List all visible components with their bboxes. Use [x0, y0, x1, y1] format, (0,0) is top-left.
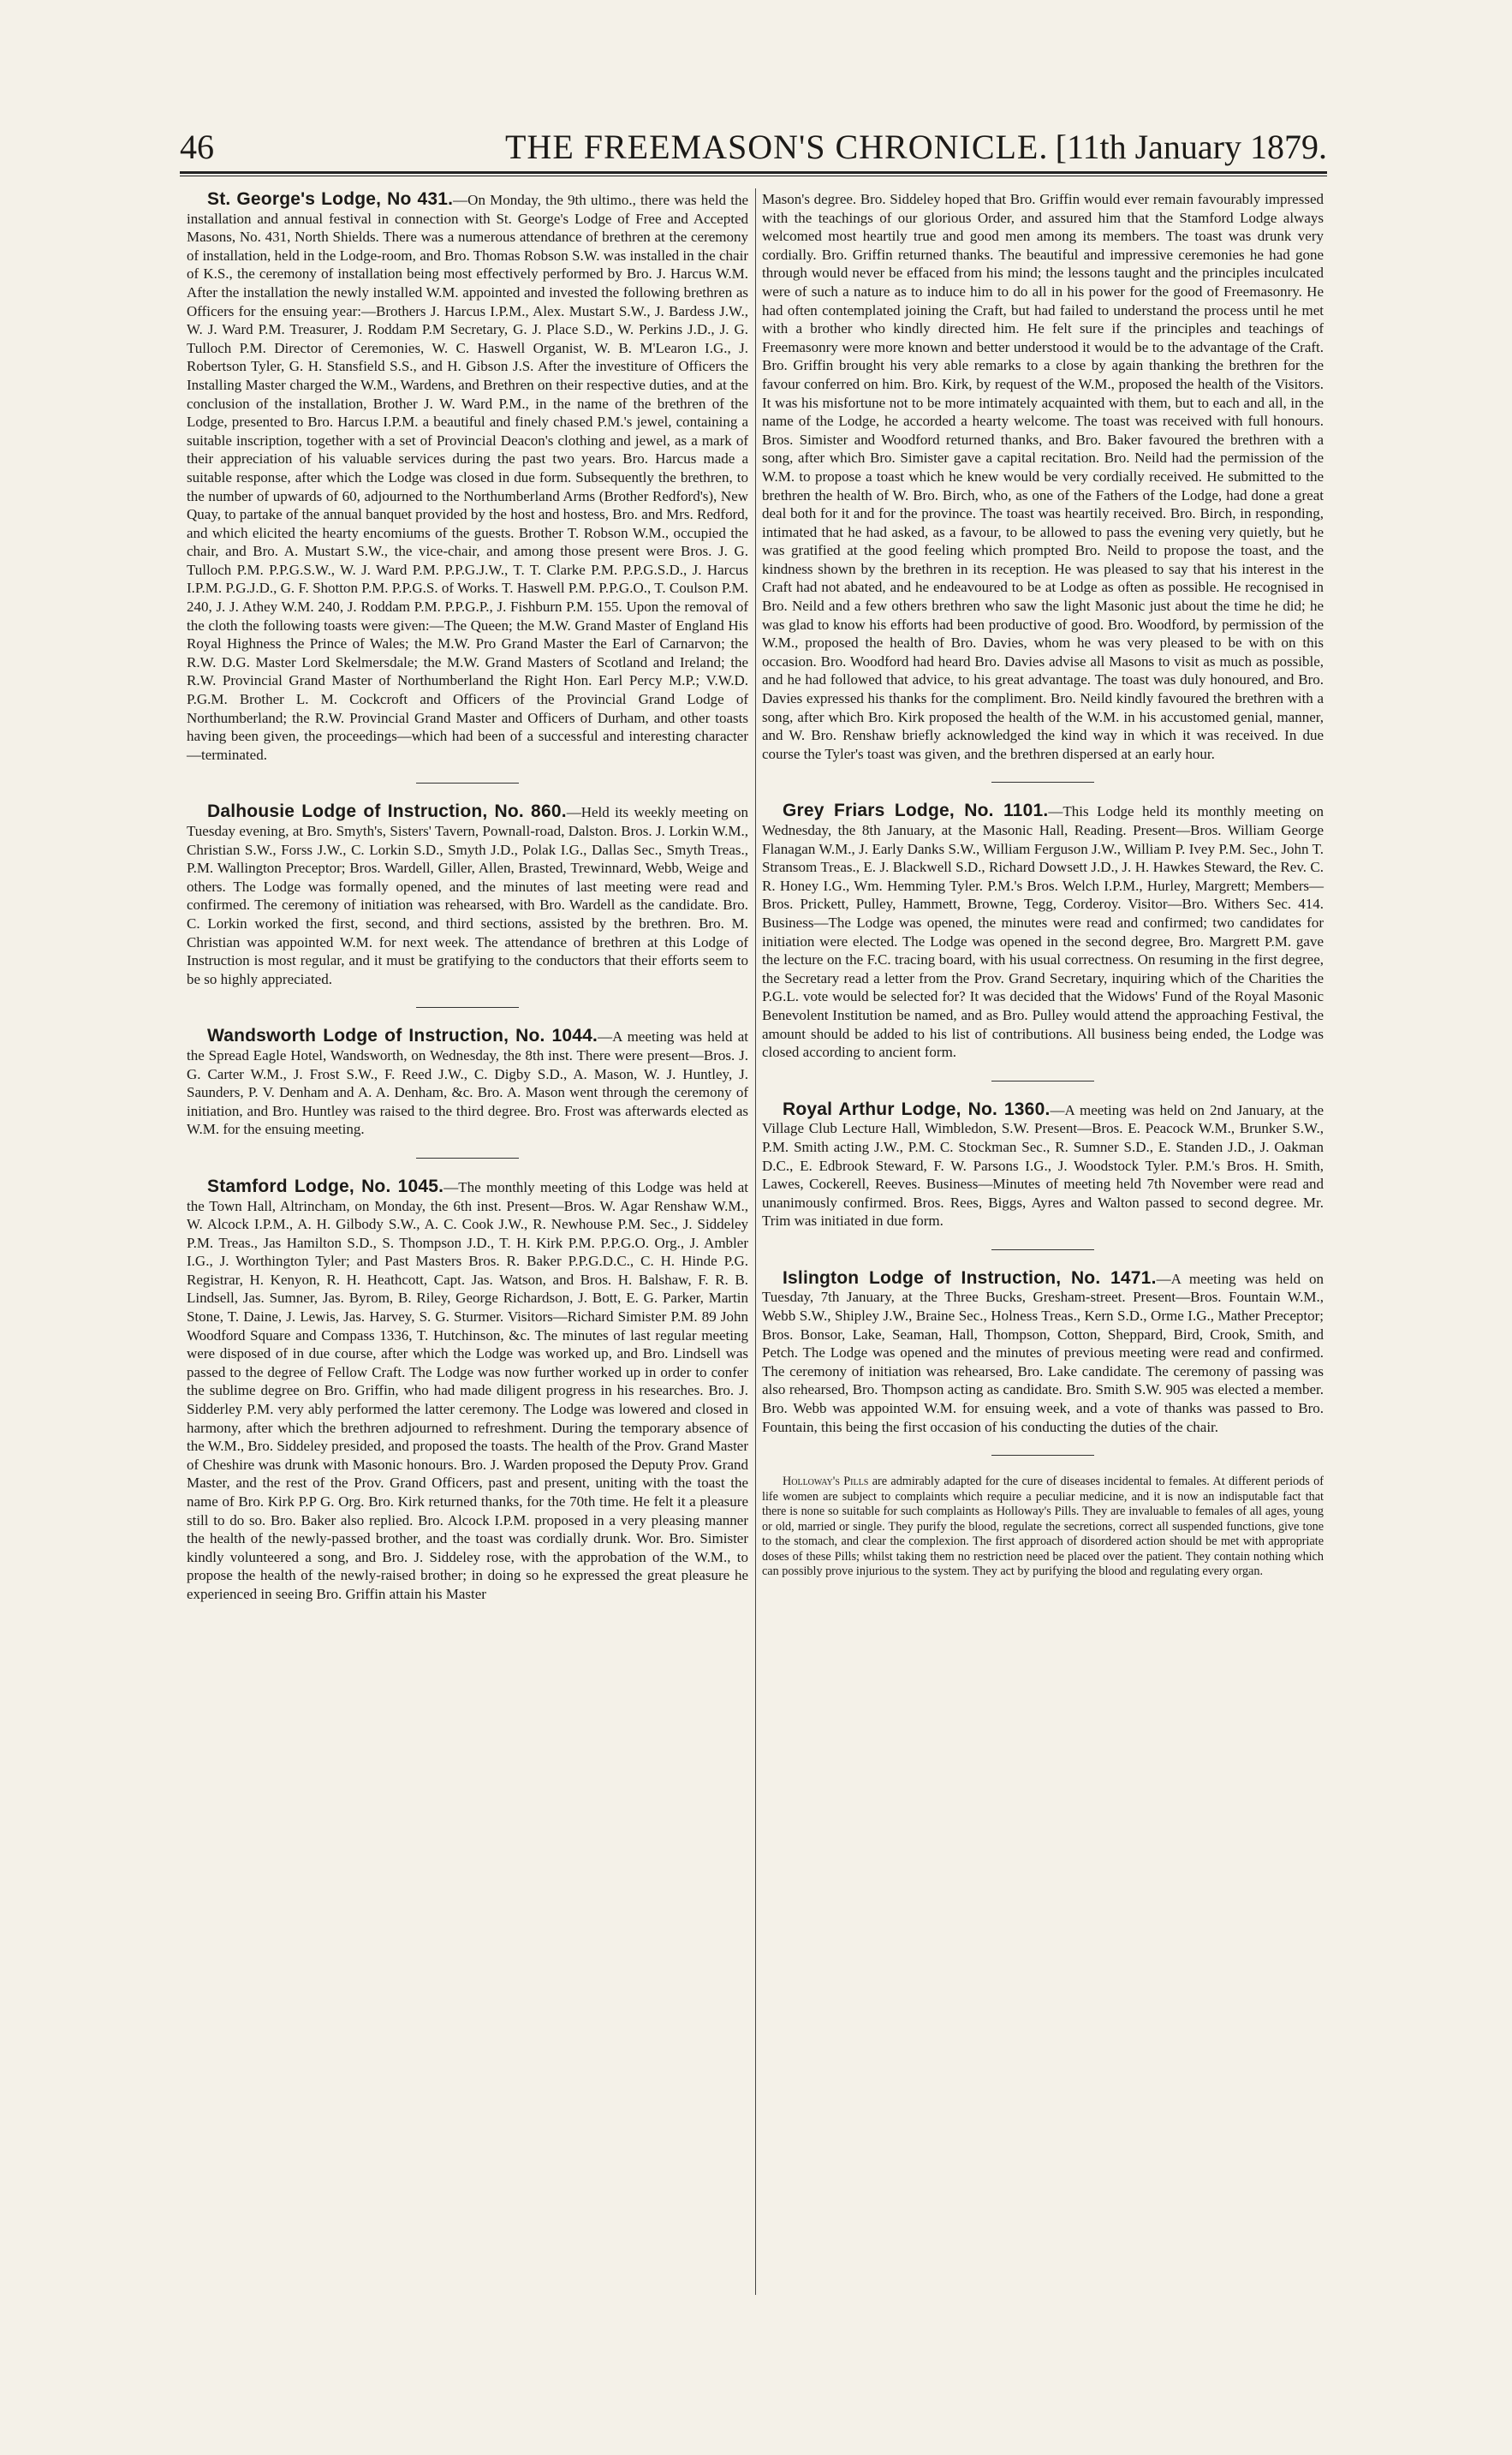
advert-paragraph — [762, 1475, 1324, 1580]
article-paragraph — [187, 1177, 748, 1604]
page-number: 46 — [180, 128, 214, 166]
article-separator — [991, 1249, 1094, 1250]
left-column — [187, 190, 748, 1604]
article-separator — [416, 1158, 519, 1159]
article-paragraph — [187, 802, 748, 988]
article-heading: Islington Lodge of Instruction, No. 1471. — [783, 1267, 1157, 1288]
article-body: —A meeting was held on Tuesday, 7th January, at the Three Bucks, Gresham-street. Present—Bros. Fountain W.M., Webb S.W., Shipley J.W., Braine Sec., Holness Treas., Kern S.D., Orme I.G., Mather Preceptor; Bros. Bonsor, Lake, Seaman, Hall, Thompson, Cotton, Sheppard, Bird, Crook, Smith, and Petch. The Lodge was opened and the minutes of previous meeting were read and confirmed. The ceremony of initiation was rehearsed, Bro. Lake candidate. The ceremony of passing was also rehearsed, Bro. Thompson acting as candidate. Bro. Smith S.W. 905 was elected a member. Bro. Webb was appointed W.M. for ensuing week, and a vote of thanks was passed to Bro. Fountain, this being the first occasion of his conducting the duties of the chair. — [762, 1270, 1324, 1435]
article-stamford-lodge — [187, 1177, 748, 1604]
masthead — [180, 127, 1327, 175]
masthead-rule — [180, 171, 1327, 174]
article-body: —On Monday, the 9th ultimo., there was held the installation and annual festival in connection with St. George's Lodge of Free and Accepted Masons, No. 431, North Shields. There was a numerous attendance of brethren at the ceremony of installation, held in the Lodge-room, and Bro. Thomas Robson S.W. was installed in the chair of K.S., the ceremony of installation being most effectively performed by Bro. J. Harcus W.M. After the installation the newly installed W.M. appointed and invested the following brethren as Officers for the ensuing year:—Brothers J. Harcus I.P.M., Alex. Mustart S.W., J. Bardess J.W., W. J. Ward P.M. Treasurer, J. Roddam P.M Secretary, G. J. Place S.D., W. Perkins J.D., J. G. Tulloch P.M. Director of Ceremonies, W. C. Haswell Organist, W. B. M'Learon I.G., J. Robertson Tyler, G. H. Stansfield S.S., and H. Gibson J.S. After the investiture of Officers the Installing Master charged the W.M., Wardens, and Brethren on their respective duties, and at the conclusion of the installation, Brother J. W. Ward P.M., in the name of the brethren of the Lodge, presented to Bro. Harcus I.P.M. a beautiful and finely chased P.M.'s jewel, containing a suitable inscription, together with a set of Provincial Deacon's clothing and jewel, as a mark of their appreciation of his valuable services during the past two years. Bro. Harcus made a suitable response, after which the Lodge was closed in due form. Subsequently the brethren, to the number of upwards of 60, adjourned to the Northumberland Arms (Brother Redford's), New Quay, to partake of the annual banquet provided by the host and hostess, Bro. and Mrs. Redford, and which elicited the hearty encomiums of the guests. Brother T. Robson W.M., occupied the chair, and Bro. A. Mustart S.W., the vice-chair, and among those present were Bros. J. G. Tulloch P.M. P.P.G.S.W., W. J. Ward P.M. P.P.G.J.W., T. T. Clarke P.M. P.P.G.S.D., J. Harcus I.P.M. P.G.J.D., G. F. Shotton P.M. P.P.G.S. of Works. T. Haswell P.M. P.P.G.O., T. Coulson P.M. 240, J. J. Athey W.M. 240, J. Roddam P.M. P.P.G.P., J. Fishburn P.M. 155. Upon the removal of the cloth the following toasts were given:—The Queen; the M.W. Grand Master of England His Royal Highness the Prince of Wales; the M.W. Pro Grand Master the Earl of Carnarvon; the R.W. D.G. Master Lord Skelmersdale; the M.W. Grand Masters of Scotland and Ireland; the R.W. Provincial Grand Master of Northumberland the Right Hon. Earl Percy M.P.; V.W.D. P.G.M. Brother L. M. Cockcroft and Officers of the Provincial Grand Lodge of Northumberland; the R.W. Provincial Grand Master and Officers of Durham, and other toasts having been given, the proceedings—which had been of a successful and interesting character—terminated. — [187, 192, 748, 763]
article-body: Mason's degree. Bro. Siddeley hoped that Bro. Griffin would ever remain favourably impressed with the teachings of our glorious Order, and assured him that the Stamford Lodge always welcomed most heartily true and good men among its members. The toast was drunk very cordially. Bro. Griffin returned thanks. The beautiful and impressive ceremonies he had gone through would never be effaced from his mind; the lessons taught and the principles inculcated were of such a nature as to induce him to do all in his power for the good of Freemasonry. He had often contemplated joining the Craft, but had failed to understand the process until he met with a brother who kindly directed him. He felt sure if the principles and teachings of Freemasonry were more known and better understood it would be to the advantage of the Craft. Bro. Griffin brought his very able remarks to a close by again thanking the brethren for the favour conferred on him. Bro. Kirk, by request of the W.M., proposed the health of the Visitors. It was his misfortune not to be more intimately acquainted with them, but to each and all, in the name of the Lodge, he accorded a hearty welcome. The toast was received with full honours. Bros. Simister and Woodford returned thanks, and Bro. Baker favoured the brethren with a song, after which Bro. Simister gave a capital recitation. Bro. Neild had the permission of the W.M. to propose a toast which he knew would be very cordially received. He submitted to the brethren the health of W. Bro. Birch, who, as one of the Fathers of the Lodge, had done a great deal both for it and for the province. The toast was heartily received. Bro. Birch, in responding, intimated that he had asked, as a favour, to be allowed to pass the evening very quietly, but he was gratified at the good feeling which prompted Bro. Neild to propose the toast, and the kindness shown by the brethren in its reception. He was pleased to say that his interest in the Craft had not abated, and he endeavoured to be at Lodge as often as possible. He recognised in Bro. Neild and a few others brethren who saw the light Masonic just about the time he did; he was glad to know his efforts had been productive of good. Bro. Woodford, by permission of the W.M., proposed the health of Bro. Davies, whom he was very pleased to be with on this occasion. Bro. Woodford had heard Bro. Davies advise all Masons to visit as much as possible, and he had followed that advice, to his great advantage. The toast was duly honoured, and Bro. Davies expressed his thanks for the compliment. Bro. Neild kindly favoured the brethren with a song, after which Bro. Kirk proposed the health of the W.M. in his accustomed genial, manner, and W. Bro. Renshaw briefly acknowledged the kind way in which it was received. In due course the Tyler's toast was given, and the brethren dispersed at an early hour. — [762, 191, 1324, 762]
publication-title: THE FREEMASON'S CHRONICLE. — [505, 128, 1049, 166]
article-paragraph — [187, 1027, 748, 1139]
article-paragraph — [762, 1269, 1324, 1436]
article-body: —This Lodge held its monthly meeting on Wednesday, the 8th January, at the Masonic Hall, Reading. Present—Bros. William George Flanagan W.M., J. Early Danks S.W., William Ferguson J.W., William P. Ivey P.M. Sec., John T. Stransom Treas., E. J. Blackwell S.D., Richard Dowsett J.D., J. H. Hawkes Steward, the Rev. C. R. Honey I.G., Wm. Hemming Tyler. P.M.'s Bros. Welch I.P.M., Hurley, Margrett; Members—Bros. Prickett, Pulley, Hammett, Browne, Tegg, Corderoy. Visitor—Bro. Withers Sec. 414. Business—The Lodge was opened, the minutes were read and confirmed; two candidates for initiation were elected. The Lodge was opened in the second degree, Bro. Margrett P.M. gave the lecture on the F.C. tracing board, with his usual correctness. On resuming in the first degree, the Secretary read a letter from the Prov. Grand Secretary, inquiring which of the Charities the P.G.L. vote would be selected for? It was decided that the Widows' Fund of the Royal Masonic Benevolent Institution be named, and as Bro. Pulley would attend the approaching Festival, the amount should be added to his list of contributions. All business being ended, the Lodge was closed according to ancient form. — [762, 803, 1324, 1061]
article-heading: Grey Friars Lodge, No. 1101. — [783, 801, 1049, 821]
article-heading: St. George's Lodge, No 431. — [207, 189, 454, 209]
article-body: —The monthly meeting of this Lodge was held at the Town Hall, Altrincham, on Monday, the 6th inst. Present—Bros. W. Agar Renshaw W.M., W. Alcock I.P.M., A. H. Gilbody S.W., A. C. Cook J.W., R. Newhouse P.M. Sec., J. Siddeley P.M. Treas., Jas Hamilton S.D., S. Thompson J.D., T. H. Kirk P.M. P.P.G.O. Org., J. Ambler I.G., J. Worthington Tyler; and Past Masters Bros. R. Baker P.P.G.D.C., C. H. Hinde P.G. Registrar, H. Kenyon, R. H. Heathcott, Capt. Jas. Watson, and Bros. H. Balshaw, F. R. B. Lindsell, Jas. Sumner, Jas. Byrom, B. Riley, George Richardson, J. Bott, E. G. Parker, Martin Stone, T. Daine, J. Lewis, Jas. Harvey, S. G. Sturmer. Visitors—Richard Simister P.M. 89 John Woodford Square and Compass 1336, T. Hutchinson, &c. The minutes of last regular meeting were disposed of in due course, after which the Lodge was worked up, and Bro. Lindsell was passed to the degree of Fellow Craft. The Lodge was now further worked up in order to confer the sublime degree on Bro. Griffin, who had made diligent progress in his researches. Bro. J. Sidderley P.M. very ably performed the latter ceremony. The Lodge was lowered and closed in harmony, after which the brethren adjourned to refreshment. During the temporary absence of the W.M., Bro. Siddeley presided, and proposed the toasts. The health of the Prov. Grand Master of Cheshire was drunk with Masonic honours. Bro. J. Warden proposed the Deputy Prov. Grand Master, and the rest of the Prov. Grand Officers, past and present, uniting with the toast the name of Bro. Kirk P.P G. Org. Bro. Kirk returned thanks, for the 70th time. He felt it a pleasure still to do so. Bro. Baker also replied. Bro. Alcock I.P.M. proposed in a very pleasing manner the health of the newly-passed brother, and the toast was cordially drunk. Wor. Bro. Simister kindly volunteered a song, and Bro. J. Siddeley rose, with the approbation of the W.M., to propose the health of the newly-raised brother; in doing so he expressed the great pleasure he experienced in seeing Bro. Griffin attain his Master — [187, 1178, 748, 1602]
article-separator — [416, 1007, 519, 1008]
right-column — [762, 190, 1324, 1580]
issue-date: [11th January 1879. — [1055, 128, 1327, 166]
article-paragraph — [187, 190, 748, 764]
article-paragraph — [762, 190, 1324, 763]
article-separator — [991, 782, 1094, 783]
article-grey-friars-lodge — [762, 801, 1324, 1061]
article-body: —Held its weekly meeting on Tuesday evening, at Bro. Smyth's, Sisters' Tavern, Pownall-road, Dalston. Bros. J. Lorkin W.M., Christian S.W., Forss J.W., C. Lorkin S.D., Smyth J.D., Polak I.G., Dallas Sec., Smyth Treas., P.M. Wallington Preceptor; Bros. Wardell, Giller, Allen, Brasted, Trewinnard, Webb, Weige and others. The Lodge was formally opened, and the minutes of last meeting were read and confirmed. The ceremony of initiation was rehearsed, with Bro. Wardell as the candidate. Bro. C. Lorkin worked the first, second, and third sections, assisted by the brethren. Bro. M. Christian was appointed W.M. for next week. The attendance of brethren at this Lodge of Instruction is most regular, and it must be gratifying to the conductors that their efforts seem to be so highly appreciated. — [187, 804, 748, 987]
advert-lead: Holloway's Pills — [783, 1475, 869, 1489]
article-separator — [416, 783, 519, 784]
article-islington-lodge — [762, 1269, 1324, 1436]
article-separator — [991, 1455, 1094, 1456]
article-heading: Wandsworth Lodge of Instruction, No. 1044. — [207, 1026, 598, 1046]
advert-body: are admirably adapted for the cure of diseases incidental to females. At different periods of life women are subject to complaints which require a peculiar medicine, and it is now an indisputable fact that there is none so suitable for such complaints as Holloway's Pills. They are invaluable to females of all ages, young or old, married or single. They purify the blood, regulate the secretions, correct all suspended functions, give tone to the stomach, and clear the complexion. The first approach of disordered action should be met with appropriate doses of these Pills; whilst taking them no restriction need be placed over the patient. They contain nothing which can possibly prove injurious to the system. They act by purifying the blood and regulating every organ. — [762, 1475, 1324, 1579]
article-dalhousie-lodge — [187, 802, 748, 988]
article-heading: Royal Arthur Lodge, No. 1360. — [783, 1099, 1051, 1119]
article-royal-arthur-lodge — [762, 1100, 1324, 1230]
article-body: —A meeting was held on 2nd January, at the Village Club Lecture Hall, Wimbledon, S.W. Present—Bros. E. Peacock W.M., Brunker S.W., P.M. Smith acting J.W., P.M. C. Stockman Sec., R. Sumner S.D., E. Standen J.D., J. Oakman D.C., E. Edbrook Steward, F. W. Parsons I.G., J. Woodstock Tyler. P.M.'s Bros. H. Smith, Lawes, Cockerell, Reeves. Business—Minutes of meeting held 7th November were read and unanimously confirmed. Bros. Rees, Biggs, Ayres and Walton passed to second degree. Mr. Trim was initiated in due form. — [762, 1101, 1324, 1230]
article-stamford-continued — [762, 190, 1324, 763]
article-wandsworth-lodge — [187, 1027, 748, 1139]
article-paragraph — [762, 1100, 1324, 1230]
holloways-pills-advert — [762, 1475, 1324, 1580]
article-separator — [991, 1081, 1094, 1082]
column-divider — [755, 188, 756, 2295]
article-st-georges-lodge — [187, 190, 748, 764]
article-heading: Stamford Lodge, No. 1045. — [207, 1176, 444, 1196]
article-heading: Dalhousie Lodge of Instruction, No. 860. — [207, 801, 567, 822]
article-body: —A meeting was held at the Spread Eagle Hotel, Wandsworth, on Wednesday, the 8th inst. There were present—Bros. J. G. Carter W.M., J. Frost S.W., F. Reed J.W., C. Digby S.D., A. Mason, W. J. Huntley, J. Saunders, P. V. Denham and A. A. Denham, &c. Bro. A. Mason went through the ceremony of initiation, and Bro. Huntley was raised to the third degree. Bro. Frost was afterwards elected as W.M. for the ensuing meeting. — [187, 1028, 748, 1138]
article-paragraph — [762, 801, 1324, 1061]
